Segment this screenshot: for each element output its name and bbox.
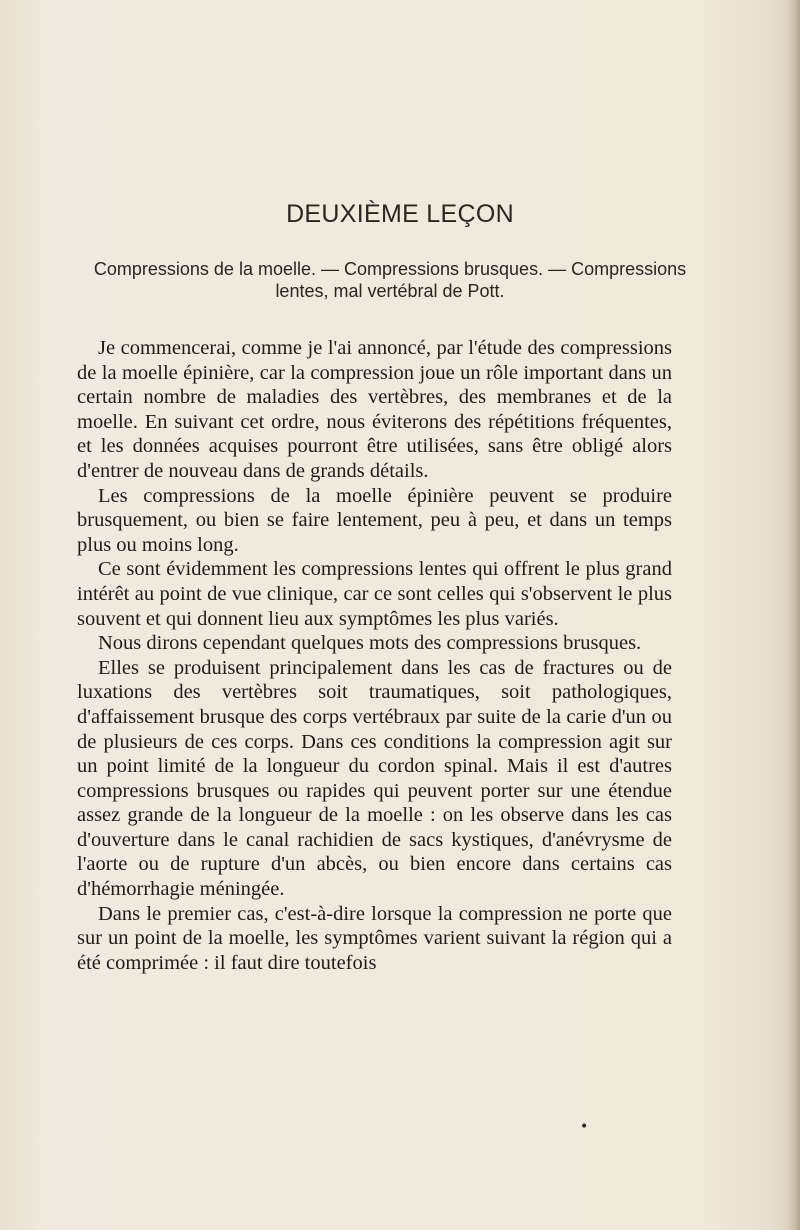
paragraph: Ce sont évidemment les compressions lentes qui offrent le plus grand intérêt au point de vue clinique, car ce sont celles qui s'observent le plus souvent et qui donnent lieu aux symptômes les plus variés. [77, 558, 672, 630]
chapter-title: DEUXIÈME LEÇON [286, 200, 514, 228]
chapter-summary: Compressions de la moelle. — Compressions brusques. — Compressions lentes, mal vertébral de Pott. [93, 259, 687, 301]
paragraph: Je commencerai, comme je l'ai annoncé, par l'étude des compressions de la moelle épinière, car la compression joue un rôle important dans un certain nombre de maladies des vertèbres, des membranes et de la moelle. En suivant cet ordre, nous éviterons des répétitions fréquentes, et les données acquises pourront être utilisées, sans être obligé alors d'entrer de nouveau dans de grands détails. [77, 337, 672, 482]
paragraph: Nous dirons cependant quelques mots des compressions brusques. [98, 632, 642, 655]
page-edge-shadow [786, 0, 800, 1230]
paragraph: Dans le premier cas, c'est-à-dire lorsque la compression ne porte que sur un point de la moelle, les symptômes varient suivant la région qui a été comprimée : il faut dire toutefois [77, 902, 672, 974]
paragraph: Les compressions de la moelle épinière peuvent se produire brusquement, ou bien se faire lentement, peu à peu, et dans un temps plus ou moins long. [77, 484, 672, 556]
body-text [77, 336, 672, 975]
paragraph: Elles se produisent principalement dans les cas de fractures ou de luxations des vertèbres soit traumatiques, soit pathologiques, d'affaissement brusque des corps vertébraux par suite de la carie d'un ou de plusieurs de ces corps. Dans ces conditions la compression agit sur un point limité de la longueur du cordon spinal. Mais il est d'autres compressions brusques ou rapides qui peuvent porter sur une étendue assez grande de la longueur de la moelle : on les observe dans les cas d'ouverture dans le canal rachidien de sacs kystiques, d'anévrysme de l'aorte ou de rupture d'un abcès, ou bien encore dans certains cas d'hémorrhagie méningée. [77, 656, 672, 901]
signature-mark: • [580, 1119, 589, 1135]
